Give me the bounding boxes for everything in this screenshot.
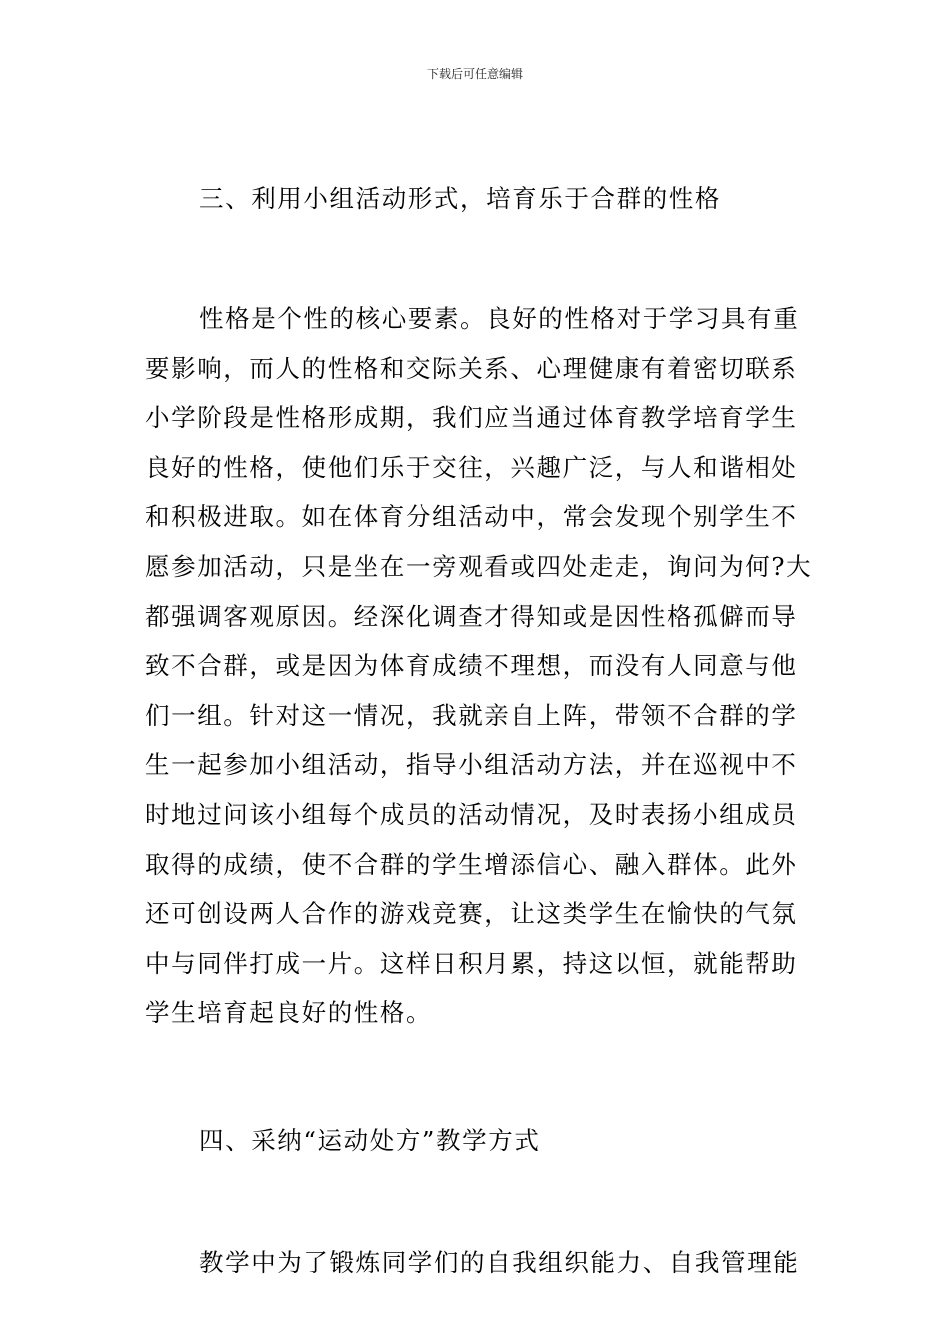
paragraph-line: 中与同伴打成一片。这样日积月累，持这以恒，就能帮助: [145, 948, 798, 978]
paragraph-line: 和积极进取。如在体育分组活动中，常会发现个别学生不: [145, 502, 798, 532]
paragraph-line: 都强调客观原因。经深化调查才得知或是因性格孤僻而导: [145, 601, 798, 631]
paragraph-line: 愿参加活动，只是坐在一旁观看或四处走走，询问为何?大: [145, 551, 813, 581]
paragraph-line: 取得的成绩，使不合群的学生增添信心、融入群体。此外: [145, 849, 798, 879]
paragraph-line: 小学阶段是性格形成期，我们应当通过体育教学培育学生: [145, 403, 798, 433]
paragraph-line: 要影响，而人的性格和交际关系、心理健康有着密切联系: [145, 353, 798, 383]
page-header: 下载后可任意编辑: [426, 67, 523, 81]
section-3-paragraph: [145, 294, 813, 1038]
paragraph-line: 性格是个性的核心要素。良好的性格对于学习具有重: [199, 304, 800, 333]
paragraph-line: 时地过问该小组每个成员的活动情况，及时表扬小组成员: [145, 799, 798, 829]
section-3-heading: 三、利用小组活动形式，培育乐于合群的性格: [199, 184, 721, 213]
section-4-paragraph: [145, 1238, 807, 1288]
paragraph-line: 还可创设两人合作的游戏竞赛，让这类学生在愉快的气氛: [145, 899, 798, 929]
paragraph-line: 们一组。针对这一情况，我就亲自上阵，带领不合群的学: [145, 700, 798, 730]
section-4-heading: 四、采纳“运动处方”教学方式: [199, 1125, 541, 1155]
paragraph-line: 学生培育起良好的性格。: [145, 998, 433, 1028]
paragraph-line: 生一起参加小组活动，指导小组活动方法，并在巡视中不: [145, 750, 798, 780]
document-body: [145, 176, 813, 1288]
paragraph-line: 教学中为了锻炼同学们的自我组织能力、自我管理能: [199, 1247, 800, 1277]
paragraph-line: 良好的性格，使他们乐于交往，兴趣广泛，与人和谐相处: [145, 452, 798, 482]
paragraph-line: 致不合群，或是因为体育成绩不理想，而没有人同意与他: [145, 651, 798, 681]
